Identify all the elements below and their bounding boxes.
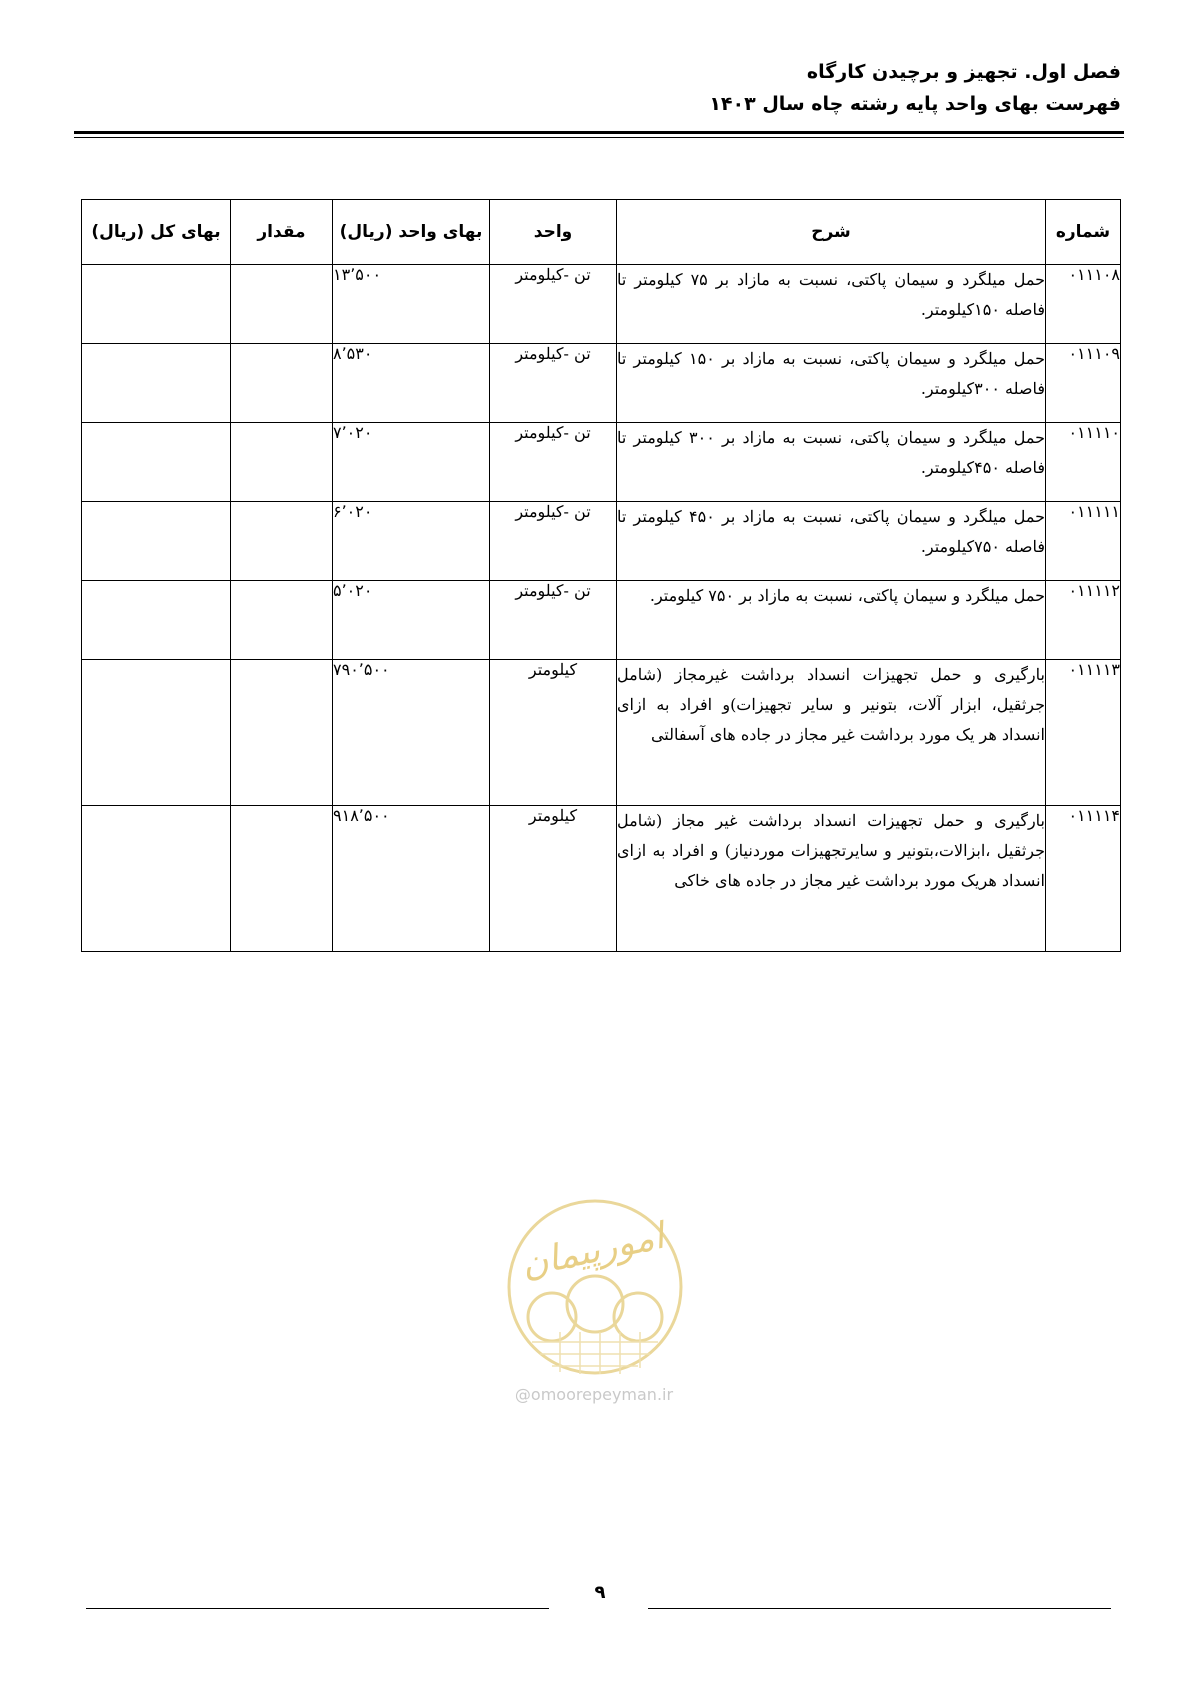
column-header-unit: واحد (490, 200, 617, 265)
item-description: حمل میلگرد و سیمان پاکتی، نسبت به مازاد بر ۷۵۰ کیلومتر. (617, 581, 1046, 660)
page-header (70, 56, 1121, 120)
item-quantity (231, 660, 333, 806)
table-row (82, 660, 1121, 806)
item-number: ۰۱۱۱۱۳ (1046, 660, 1121, 806)
brick-grid-icon (532, 1332, 658, 1374)
item-description: حمل میلگرد و سیمان پاکتی، نسبت به مازاد بر ۳۰۰ کیلومتر تا فاصله ۴۵۰کیلومتر. (617, 423, 1046, 502)
item-quantity (231, 265, 333, 344)
table-row (82, 502, 1121, 581)
column-header-description: شرح (617, 200, 1046, 265)
chapter-title: فصل اول. تجهیز و برچیدن کارگاه (806, 61, 1121, 83)
footer-rule-left (86, 1608, 549, 1609)
item-unit-price: ۹۱۸٬۵۰۰ (333, 806, 490, 952)
watermark-logo (500, 1192, 690, 1382)
item-total-price (82, 344, 231, 423)
column-header-quantity: مقدار (231, 200, 333, 265)
item-unit-price: ۷۹۰٬۵۰۰ (333, 660, 490, 806)
item-number: ۰۱۱۱۰۹ (1046, 344, 1121, 423)
price-list-title: فهرست بهای واحد پایه رشته چاه سال ۱۴۰۳ (709, 93, 1121, 115)
item-quantity (231, 502, 333, 581)
header-rule-thick (74, 131, 1124, 134)
page-number: ۹ (594, 1582, 606, 1603)
item-description: حمل میلگرد و سیمان پاکتی، نسبت به مازاد بر ۱۵۰ کیلومتر تا فاصله ۳۰۰کیلومتر. (617, 344, 1046, 423)
item-unit: تن -کیلومتر (490, 423, 617, 502)
item-quantity (231, 344, 333, 423)
table-row (82, 423, 1121, 502)
footer-rule-right (648, 1608, 1111, 1609)
table-header-row (82, 200, 1121, 265)
item-description: حمل میلگرد و سیمان پاکتی، نسبت به مازاد بر ۷۵ کیلومتر تا فاصله ۱۵۰کیلومتر. (617, 265, 1046, 344)
item-unit: کیلومتر (490, 806, 617, 952)
item-description: بارگیری و حمل تجهیزات انسداد برداشت غیر مجاز (شامل جرثقیل ،ابزالات،بتونیر و سایرتجهیزات موردنیاز) و افراد به ازای انسداد هریک مورد برداشت غیر مجاز در جاده های خاکی (617, 806, 1046, 952)
item-total-price (82, 581, 231, 660)
item-unit-price: ۶٬۰۲۰ (333, 502, 490, 581)
item-total-price (82, 423, 231, 502)
item-unit: تن -کیلومتر (490, 581, 617, 660)
item-description: حمل میلگرد و سیمان پاکتی، نسبت به مازاد بر ۴۵۰ کیلومتر تا فاصله ۷۵۰کیلومتر. (617, 502, 1046, 581)
item-quantity (231, 423, 333, 502)
table-row (82, 806, 1121, 952)
gears-icon (528, 1276, 662, 1341)
item-unit-price: ۱۳٬۵۰۰ (333, 265, 490, 344)
item-number: ۰۱۱۱۰۸ (1046, 265, 1121, 344)
item-unit: تن -کیلومتر (490, 502, 617, 581)
item-total-price (82, 806, 231, 952)
table-row (82, 265, 1121, 344)
item-number: ۰۱۱۱۱۴ (1046, 806, 1121, 952)
item-quantity (231, 581, 333, 660)
header-rule-thin (74, 137, 1124, 138)
item-total-price (82, 502, 231, 581)
item-unit: کیلومتر (490, 660, 617, 806)
item-total-price (82, 265, 231, 344)
logo-wordmark: امورپیمان (517, 1215, 668, 1286)
watermark-site: @omoorepeyman.ir (514, 1385, 674, 1404)
item-unit-price: ۵٬۰۲۰ (333, 581, 490, 660)
item-unit-price: ۸٬۵۳۰ (333, 344, 490, 423)
item-unit: تن -کیلومتر (490, 265, 617, 344)
item-total-price (82, 660, 231, 806)
table-row (82, 344, 1121, 423)
item-unit: تن -کیلومتر (490, 344, 617, 423)
item-unit-price: ۷٬۰۲۰ (333, 423, 490, 502)
item-quantity (231, 806, 333, 952)
item-number: ۰۱۱۱۱۱ (1046, 502, 1121, 581)
item-description: بارگیری و حمل تجهیزات انسداد برداشت غیرمجاز (شامل جرثقیل، ابزار آلات، بتونیر و سایر تجهیزات)و افراد به ازای انسداد هر یک مورد برداشت غیر مجاز در جاده های آسفالتی (617, 660, 1046, 806)
column-header-total-price: بهای کل (ریال) (82, 200, 231, 265)
column-header-unit-price: بهای واحد (ریال) (333, 200, 490, 265)
item-number: ۰۱۱۱۱۰ (1046, 423, 1121, 502)
item-number: ۰۱۱۱۱۲ (1046, 581, 1121, 660)
price-table (81, 199, 1121, 952)
table-row (82, 581, 1121, 660)
column-header-number: شماره (1046, 200, 1121, 265)
